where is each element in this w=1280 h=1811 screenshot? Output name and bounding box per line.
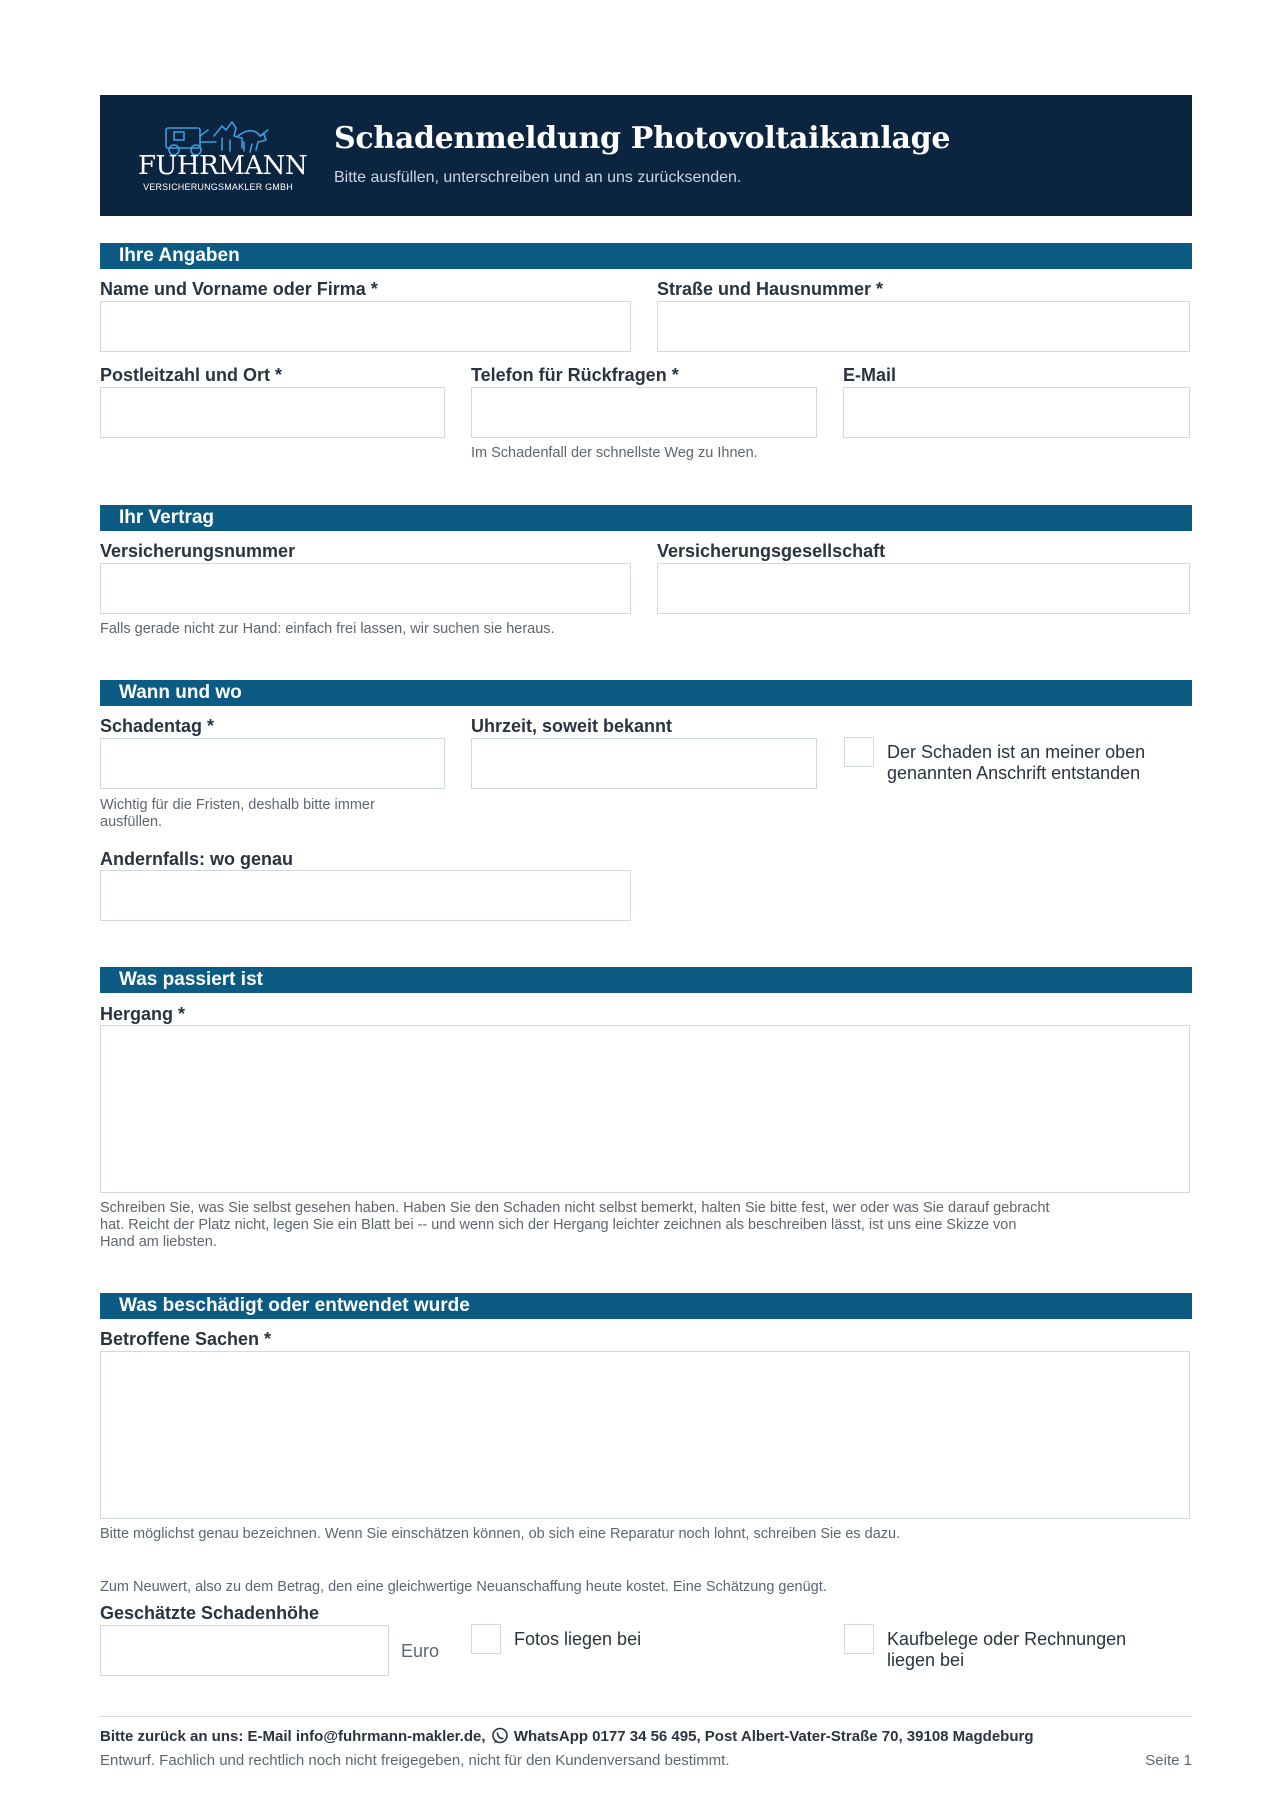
fotos-checkbox[interactable] (471, 1624, 501, 1654)
fotos-checkbox-label: Fotos liegen bei (514, 1629, 642, 1649)
schadentag-hint-line1: Wichtig für die Fristen, deshalb bitte immer (100, 797, 375, 813)
belege-label-line2: liegen bei (887, 1650, 965, 1670)
page-subtitle: Bitte ausfüllen, unterschreiben und an uns zurücksenden. (334, 169, 742, 186)
gesellschaft-label: Versicherungsgesellschaft (657, 541, 886, 561)
belege-checkbox-label (887, 1629, 1126, 1671)
email-input[interactable] (843, 387, 1190, 438)
betroffene-sachen-textarea[interactable] (100, 1351, 1190, 1519)
plz-ort-label: Postleitzahl und Ort * (100, 365, 283, 385)
section-title: Wann und wo (119, 682, 242, 703)
versicherungsnummer-label: Versicherungsnummer (100, 541, 296, 561)
hergang-label: Hergang * (100, 1004, 186, 1024)
belege-checkbox[interactable] (844, 1624, 874, 1654)
section-ihre-angaben (100, 243, 1192, 269)
gesellschaft-input[interactable] (657, 563, 1190, 614)
section-title: Ihre Angaben (119, 245, 240, 266)
return-address (100, 1727, 1034, 1745)
plz-ort-input[interactable] (100, 387, 445, 438)
betroffene-sachen-hint: Bitte möglichst genau bezeichnen. Wenn Sie einschätzen können, ob sich eine Reparatur noch lohnt, schreiben Sie es dazu. (100, 1526, 901, 1542)
telefon-label: Telefon für Rückfragen * (471, 365, 679, 385)
strasse-input[interactable] (657, 301, 1190, 352)
schadentag-input[interactable] (100, 738, 445, 789)
schadenhoehe-label: Geschätzte Schadenhöhe (100, 1603, 320, 1623)
section-wann-und-wo (100, 680, 1192, 706)
page-title: Schadenmeldung Photovoltaikanlage (334, 121, 951, 156)
hergang-textarea[interactable] (100, 1025, 1190, 1193)
section-ihr-vertrag (100, 505, 1192, 531)
versicherungsnummer-input[interactable] (100, 563, 631, 614)
uhrzeit-input[interactable] (471, 738, 817, 789)
belege-label-line1: Kaufbelege oder Rechnungen (887, 1629, 1127, 1649)
section-was-passiert (100, 967, 1192, 993)
schadentag-label: Schadentag * (100, 716, 215, 736)
schadentag-hint-line2: ausfüllen. (100, 814, 163, 830)
anschrift-label-line2: genannten Anschrift entstanden (887, 763, 1141, 783)
strasse-label: Straße und Hausnummer * (657, 279, 884, 299)
logo-wordmark: FUHRMANN (138, 151, 308, 181)
hergang-hint (100, 1200, 1195, 1251)
return-whatsapp-post: WhatsApp 0177 34 56 495, Post Albert-Vater-Straße 70, 39108 Magdeburg (513, 1728, 1034, 1745)
anschrift-checkbox[interactable] (844, 737, 874, 767)
anschrift-label-line1: Der Schaden ist an meiner oben (887, 742, 1146, 762)
hergang-hint-line2: hat. Reicht der Platz nicht, legen Sie ein Blatt bei -- und wenn sich der Hergang leichter zeichnen als beschreiben lässt, ist uns eine Skizze von (100, 1217, 1017, 1233)
company-logo (138, 118, 308, 198)
anschrift-checkbox-label (887, 742, 1145, 784)
uhrzeit-label: Uhrzeit, soweit bekannt (471, 716, 673, 736)
name-input[interactable] (100, 301, 631, 352)
draft-note: Entwurf. Fachlich und rechtlich noch nicht freigegeben, nicht für den Kundenversand bestimmt. (100, 1752, 730, 1769)
logo-subline: VERSICHERUNGSMAKLER GMBH (143, 182, 293, 192)
telefon-input[interactable] (471, 387, 817, 438)
schadenhoehe-intro: Zum Neuwert, also zu dem Betrag, den eine gleichwertige Neuanschaffung heute kostet. Eine Schätzung genügt. (100, 1579, 827, 1595)
hergang-hint-line1: Schreiben Sie, was Sie selbst gesehen haben. Haben Sie den Schaden nicht selbst bemerkt, halten Sie bitte fest, wer oder was Sie darauf gebracht (100, 1200, 1050, 1216)
wo-genau-label: Andernfalls: wo genau (100, 849, 294, 869)
schadenhoehe-input[interactable] (100, 1625, 389, 1676)
section-title: Was passiert ist (119, 969, 263, 990)
section-was-beschaedigt (100, 1293, 1192, 1319)
name-label: Name und Vorname oder Firma * (100, 279, 378, 299)
currency-unit: Euro (401, 1641, 440, 1661)
section-title: Was beschädigt oder entwendet wurde (119, 1295, 470, 1316)
section-title: Ihr Vertrag (119, 507, 215, 528)
page-number: Seite 1 (1145, 1752, 1192, 1769)
telefon-hint: Im Schadenfall der schnellste Weg zu Ihnen. (471, 445, 758, 461)
email-label: E-Mail (843, 365, 897, 385)
schadentag-hint (100, 797, 375, 831)
hergang-hint-line3: Hand am liebsten. (100, 1234, 217, 1250)
betroffene-sachen-label: Betroffene Sachen * (100, 1329, 272, 1349)
return-email: Bitte zurück an uns: E-Mail info@fuhrmann-makler.de, (100, 1728, 486, 1745)
footer-divider (100, 1716, 1192, 1717)
wo-genau-input[interactable] (100, 870, 631, 921)
versicherungsnummer-hint: Falls gerade nicht zur Hand: einfach frei lassen, wir suchen sie heraus. (100, 621, 555, 637)
whatsapp-icon (491, 1727, 509, 1745)
